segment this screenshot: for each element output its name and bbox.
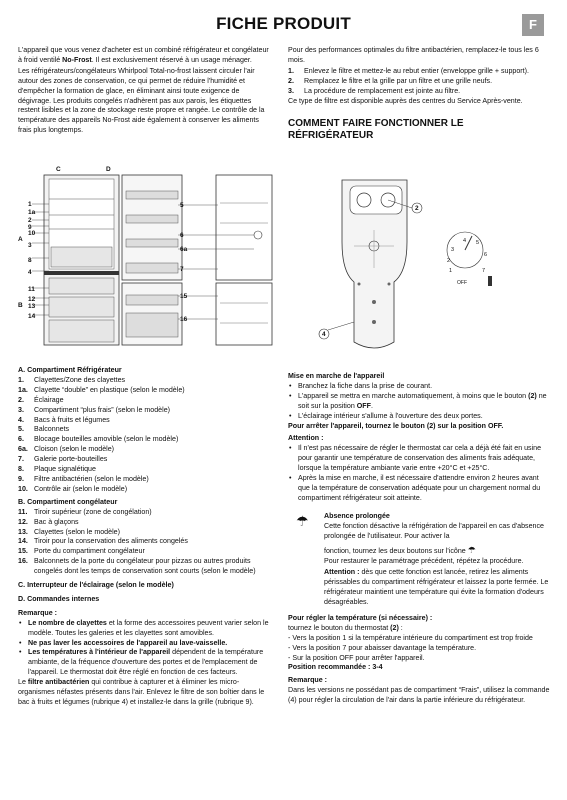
remarque-right-text: Dans les versions ne possédant pas de compartiment “Frais”, utilisez la commande (4) pour régler la circulation de l'air dans la partie inférieure du réfrigérateur.: [288, 686, 550, 705]
item-text: Bac à glaçons: [34, 517, 79, 526]
paragraph-text: qui contribue à capturer et à éliminer les micro-organismes néfastes présents dans l'air. Enlevez le filtre de son boîtier dans le bac à fruits et légumes (rubrique 4) et installez-le dans la grille (rubrique 9).: [18, 678, 265, 706]
dial-number-6: 6: [484, 252, 488, 258]
item-number: 3.: [18, 405, 24, 414]
diagram-label: 13: [28, 303, 36, 310]
temp-line-4: - Sur la position OFF pour arrêter l'appareil.: [288, 653, 425, 662]
item-number: 4.: [18, 415, 24, 424]
paragraph-text: fonction, tournez les deux boutons sur l'icône: [324, 546, 466, 555]
dial-number-3: 3: [451, 247, 455, 253]
filter-intro: Pour des performances optimales du filtre antibactérien, remplacez-le tous les 6 mois.: [288, 46, 539, 64]
absence-text-4: [324, 568, 550, 608]
item-number: 6a.: [18, 445, 28, 454]
item-text: Plaque signalétique: [34, 465, 96, 474]
bold-text: Les températures à l'intérieur de l'appareil: [28, 648, 171, 657]
list-item: • L'éclairage intérieur s'allume à l'ouverture des deux portes.: [288, 412, 550, 422]
list-item: [18, 485, 274, 495]
diagram-label: 1: [28, 201, 32, 208]
item-number: 1.: [18, 375, 24, 384]
list-item: [18, 455, 274, 465]
item-text: Contrôle air (selon le modèle): [34, 484, 128, 493]
dial-number-5: 5: [476, 240, 480, 246]
item-text: Filtre antibactérien (selon le modèle): [34, 474, 149, 483]
diagram-label: 15: [180, 293, 188, 300]
intro-text: . Il est exclusivement réservé à un usage ménager.: [91, 55, 252, 64]
instructions-section: [288, 369, 550, 707]
diagram-label-c: C: [56, 166, 61, 173]
item-number: 9.: [18, 474, 24, 483]
attention-title: Attention :: [288, 434, 324, 443]
diagram-label: 2: [28, 217, 32, 224]
language-badge: F: [522, 14, 544, 36]
list-item: • Après la mise en marche, il est nécessaire d'attendre environ 2 heures avant que la température de conservation adéquate pour un chargement normal du compartiment réfrigérateur soit atteinte.: [288, 474, 550, 504]
item-number: 2.: [288, 76, 294, 85]
list-item: [18, 416, 274, 426]
legend-section: [18, 363, 274, 709]
temp-line-3: - Vers la position 7 pour abaisser davantage la température.: [288, 643, 477, 652]
item-text: et la forme des accessoires peuvent varier selon le modèle. Toutes les galeries et les clayettes sont amovibles.: [28, 618, 269, 637]
item-number: 3.: [288, 86, 294, 95]
bold-text: (2): [390, 623, 399, 632]
item-number: 6.: [18, 435, 24, 444]
item-text: L'appareil se mettra en marche automatiquement, à moins que le bouton: [298, 391, 529, 400]
list-item: [18, 528, 274, 538]
list-item: [288, 87, 550, 97]
stop-instruction: Pour arrêter l'appareil, tournez le bouton (2) sur la position OFF.: [288, 421, 504, 430]
temp-line-1: [288, 624, 550, 634]
list-item: [18, 537, 274, 547]
item-text: dépendent de la température ambiante, de la fréquence d'ouverture des portes et de l'emplacement de l'appareil. Le thermostat doit être réglé en fonction de ces facteurs.: [28, 648, 264, 677]
diagram-label: 3: [28, 242, 32, 249]
filter-steps: [288, 67, 550, 97]
dial-number-4: 4: [463, 238, 467, 244]
intro-paragraph-2: Les réfrigérateurs/congélateurs Whirlpool Total-no-frost laissent circuler l'air autour des zones de conservation, ce qui permet de réduire l'humidité et d'empêcher la formation de glace, en éliminant ainsi toute exigence de dégivrage. Les produits congelés n'adhèrent pas aux parois, les étiquettes restent lisibles et la zone de stockage reste propre et rangée. Le contrôle de la température des appareils No-Frost aide également à conserver les aliments frais plus longtemps.: [18, 66, 265, 135]
absence-text-3: Pour restaurer le paramétrage précédent, répétez la procédure.: [324, 557, 524, 566]
item-number: 5.: [18, 425, 24, 434]
item-text: Compartiment “plus frais” (selon le modèle): [34, 405, 171, 414]
bold-text: Ne pas laver les accessoires de l'appareil au lave-vaisselle.: [28, 638, 228, 647]
list-item: [18, 619, 274, 639]
item-number: 7.: [18, 455, 24, 464]
diagram-label: 10: [28, 230, 36, 237]
list-item: [288, 67, 550, 77]
item-number: 10.: [18, 484, 28, 493]
list-item: [18, 376, 274, 386]
diagram-label: 16: [180, 316, 188, 323]
diagram-label: 11: [28, 286, 35, 293]
dial-off-label: OFF: [457, 280, 467, 286]
item-text: La procédure de remplacement est jointe au filtre.: [304, 86, 461, 95]
item-number: 1a.: [18, 385, 28, 394]
list-item: [18, 648, 274, 678]
remarque-list: [18, 619, 274, 678]
diagram-label: A: [18, 236, 23, 243]
list-item: [18, 406, 274, 416]
remarque-title: Remarque :: [18, 608, 58, 617]
list-item: [18, 508, 274, 518]
diagram-label: 14: [28, 313, 36, 320]
item-text: Éclairage: [34, 395, 64, 404]
item-text: Remplacez le filtre et la grille par un filtre et une grille neufs.: [304, 76, 493, 85]
item-number: 14.: [18, 537, 28, 546]
item-text: Blocage bouteilles amovible (selon le modèle): [34, 435, 179, 444]
legend-b-title: B. Compartiment congélateur: [18, 497, 118, 506]
bold-text: filtre antibactérien: [27, 678, 90, 687]
text: tournez le bouton du thermostat: [288, 623, 391, 632]
item-number: 12.: [18, 517, 28, 526]
item-number: 11.: [18, 507, 28, 516]
text: :: [398, 623, 403, 632]
list-item: [18, 386, 274, 396]
item-number: 2.: [18, 395, 24, 404]
diagram-label: 4: [28, 269, 32, 276]
item-text: .: [370, 401, 373, 410]
diagram-label: 5: [180, 202, 184, 209]
filter-paragraph: [18, 678, 274, 708]
callout-4: 4: [322, 331, 326, 338]
temp-recommended: Position recommandée : 3-4: [288, 663, 383, 672]
filter-availability: Ce type de filtre est disponible auprès des centres du Service Après-vente.: [288, 96, 523, 105]
legend-c-title: C. Interrupteur de l'éclairage (selon le modèle): [18, 581, 174, 590]
intro-text: L'appareil que vous venez d'acheter est un combiné réfrigérateur et congélateur à froid ventilé: [18, 46, 269, 64]
legend-a-list: [18, 376, 274, 495]
bold-text: OFF: [356, 401, 371, 410]
page-title: FICHE PRODUIT: [216, 14, 351, 33]
remarque-right-title: Remarque :: [288, 676, 328, 685]
absence-text-2: [324, 546, 550, 557]
item-text: Clayettes/Zone des clayettes: [34, 375, 126, 384]
diagram-label: 7: [180, 266, 184, 273]
callout-2: 2: [415, 205, 419, 212]
item-text: Enlevez le filtre et mettez-le au rebut entier (enveloppe grille + support).: [304, 66, 529, 75]
intro-bold: No-Frost: [62, 55, 92, 64]
bold-text: (2): [528, 391, 537, 400]
item-number: 1.: [288, 66, 294, 75]
fridge-diagram: [18, 163, 276, 353]
diagram-label: 12: [28, 296, 36, 303]
list-item: • Branchez la fiche dans la prise de courant.: [288, 382, 550, 392]
item-text: Tiroir supérieur (zone de congélation): [34, 507, 152, 516]
paragraph-text: Le: [18, 678, 28, 687]
list-item: [18, 396, 274, 406]
diagram-label: 6: [180, 232, 184, 239]
start-list: [288, 382, 550, 422]
item-text: Clayettes (selon le modèle): [34, 527, 120, 536]
item-number: 15.: [18, 547, 28, 556]
item-text: Porte du compartiment congélateur: [34, 547, 145, 556]
control-panel-diagram: [312, 172, 502, 364]
item-number: 13.: [18, 527, 28, 536]
paragraph-text: dès que cette fonction est lancée, retirez les aliments périssables du compartiment réfrigérateur et laissez la porte fermée. Le réfrigérateur maintient une température qui évite la formation d'odeurs désagréables.: [324, 568, 549, 607]
item-text: Tiroir pour la conservation des aliments congelés: [34, 537, 188, 546]
item-text: Clayette “double” en plastique (selon le modèle): [34, 385, 185, 394]
diagram-label-d: D: [106, 166, 111, 173]
list-item: [18, 557, 274, 577]
list-item: [18, 445, 274, 455]
dial-number-7: 7: [482, 268, 486, 274]
item-text: Galerie porte-bouteilles: [34, 455, 108, 464]
temp-line-2: - Vers la position 1 si la température intérieure du compartiment est trop froide: [288, 633, 533, 642]
diagram-label: 6a: [180, 246, 188, 253]
item-number: 16.: [18, 557, 28, 566]
howto-title: COMMENT FAIRE FONCTIONNER LE RÉFRIGÉRATEUR: [288, 118, 464, 142]
list-item: [288, 77, 550, 87]
list-item: [18, 425, 274, 435]
legend-a-title: A. Compartiment Réfrigérateur: [18, 366, 122, 374]
list-item: [18, 547, 274, 557]
intro-paragraph-1: [18, 46, 274, 66]
diagram-label: 8: [28, 257, 32, 264]
diagram-label: B: [18, 302, 23, 309]
list-item: [18, 639, 274, 649]
filter-section: [288, 46, 550, 142]
item-text: ne soit sur la position: [298, 391, 547, 410]
dial-number-1: 1: [449, 268, 453, 274]
list-item: [18, 435, 274, 445]
legend-b-list: [18, 508, 274, 577]
umbrella-icon: ☂: [296, 512, 309, 529]
list-item: [288, 392, 550, 412]
absence-block: [288, 512, 550, 608]
list-item: [18, 465, 274, 475]
start-title: Mise en marche de l'appareil: [288, 372, 385, 380]
list-item: [18, 475, 274, 485]
item-text: Balconnets de la porte du congélateur pour pizzas ou autres produits congelés dont les temps de conservation sont courts (selon le modèle): [34, 557, 256, 576]
bold-text: Attention :: [324, 568, 360, 577]
item-text: Bacs à fruits et légumes: [34, 415, 110, 424]
list-item: • Il n'est pas nécessaire de régler le thermostat car cela a déjà été fait en usine pour garantir une température de conservation des aliments frais adéquate, lorsque la température ambiante varie entre +20°C et +25°C.: [288, 444, 550, 474]
item-number: 8.: [18, 465, 24, 474]
item-text: Balconnets: [34, 425, 70, 434]
absence-icon: ☂: [467, 544, 476, 555]
absence-title: Absence prolongée: [324, 511, 390, 520]
intro-section: [18, 46, 274, 137]
item-text: Cloison (selon le modèle): [34, 445, 115, 454]
legend-d-title: D. Commandes internes: [18, 594, 100, 603]
temp-title: Pour régler la température (si nécessaire) :: [288, 613, 433, 622]
dial-number-2: 2: [447, 258, 451, 264]
list-item: [18, 518, 274, 528]
diagram-label: 9: [28, 224, 32, 231]
attention-list: [288, 444, 550, 503]
absence-text-1: Cette fonction désactive la réfrigération de l'appareil en cas d'absence prolongée de l'utilisateur. Pour activer la: [324, 521, 544, 540]
bold-text: Le nombre de clayettes: [28, 618, 107, 627]
diagram-label: 1a: [28, 209, 36, 216]
